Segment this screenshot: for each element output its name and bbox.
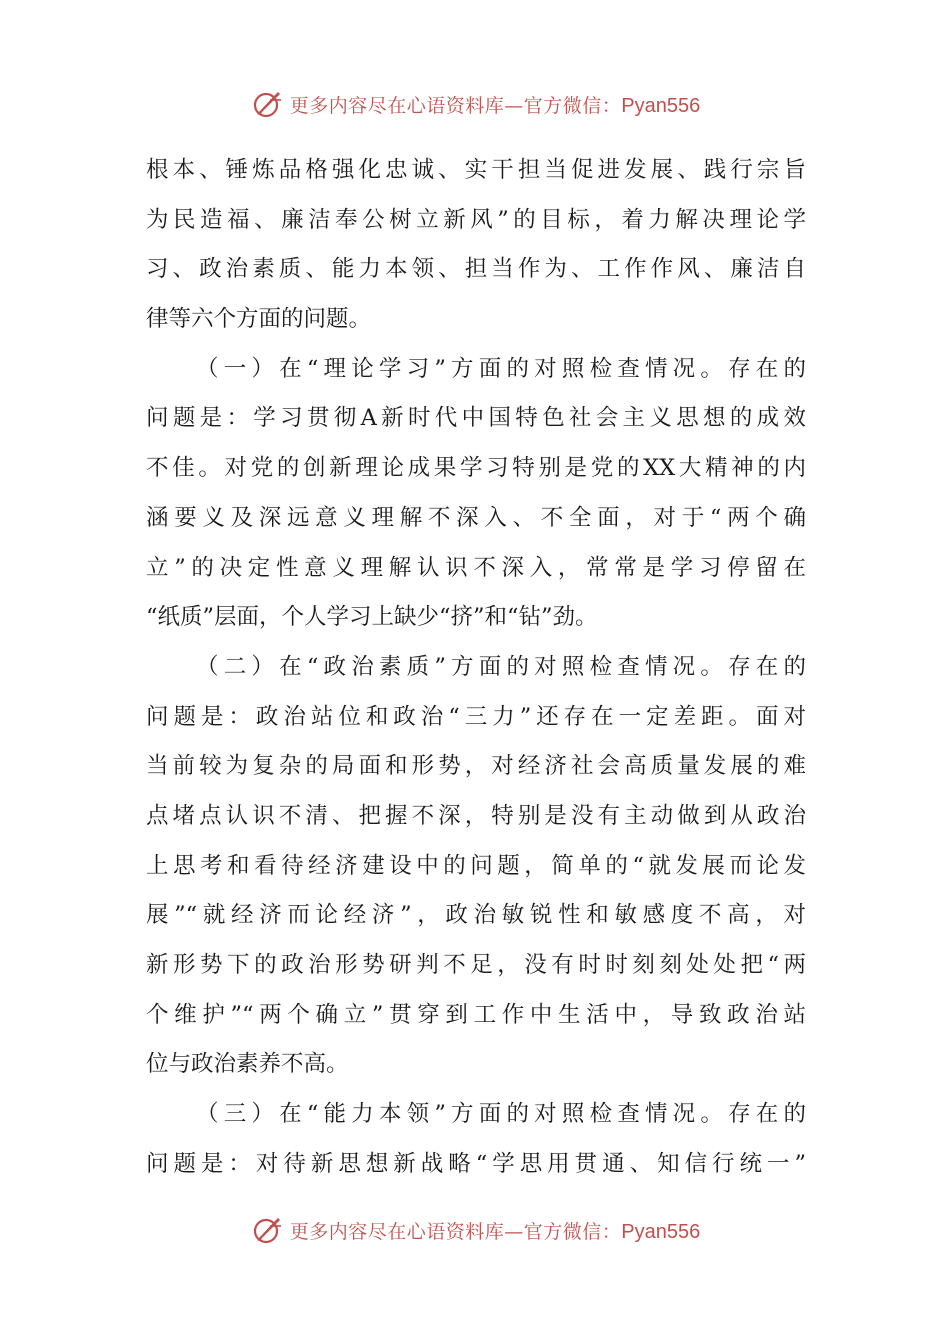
pen-logo-icon xyxy=(250,86,286,122)
header-banner xyxy=(0,84,950,124)
text-line: 问题是：学习贯彻A新时代中国特色社会主义思想的成效 xyxy=(146,405,806,432)
header-banner-label: 更多内容尽在心语资料库—官方微信： xyxy=(289,94,622,117)
document-body xyxy=(146,146,806,1189)
text-line: 展”“就经济而论经济”，政治敏锐性和敏感度不高，对 xyxy=(146,902,806,929)
text-line: 上思考和看待经济建设中的问题，简单的“就发展而论发 xyxy=(146,852,806,879)
header-banner-text xyxy=(290,91,700,118)
footer-banner xyxy=(0,1210,950,1250)
text-line: 习、政治素质、能力本领、担当作为、工作作风、廉洁自 xyxy=(146,256,806,283)
text-line: 个维护”“两个确立”贯穿到工作中生活中，导致政治站 xyxy=(146,1001,806,1028)
header-banner-inner xyxy=(250,86,700,122)
text-line: 新形势下的政治形势研判不足，没有时时刻刻处处把“两 xyxy=(146,952,806,978)
text-line: （一）在“理论学习”方面的对照检查情况。存在的 xyxy=(196,355,806,382)
text-line: 问题是：对待新思想新战略“学思用贯通、知信行统一” xyxy=(146,1150,806,1177)
text-line: 为民造福、廉洁奉公树立新风”的目标，着力解决理论学 xyxy=(146,206,806,233)
text-line: 当前较为复杂的局面和形势，对经济社会高质量发展的难 xyxy=(146,753,806,780)
footer-banner-label: 更多内容尽在心语资料库—官方微信： xyxy=(289,1220,622,1243)
text-line: 律等六个方面的问题。 xyxy=(146,306,372,333)
text-line: （二）在“政治素质”方面的对照检查情况。存在的 xyxy=(196,653,806,680)
text-line: 点堵点认识不清、把握不深，特别是没有主动做到从政治 xyxy=(146,802,806,829)
text-line: 不佳。对党的创新理论成果学习特别是党的XX大精神的内 xyxy=(146,455,806,482)
footer-banner-inner xyxy=(250,1212,700,1248)
text-line: “纸质”层面，个人学习上缺少“挤”和“钻”劲。 xyxy=(146,604,598,631)
text-line: 位与政治素养不高。 xyxy=(146,1051,349,1078)
text-line: 问题是：政治站位和政治“三力”还存在一定差距。面对 xyxy=(146,703,806,730)
footer-banner-id: Pyan556 xyxy=(621,1220,701,1243)
footer-banner-text xyxy=(290,1217,700,1244)
text-line: 根本、锤炼品格强化忠诚、实干担当促进发展、践行宗旨 xyxy=(146,157,806,183)
text-line: 涵要义及深远意义理解不深入、不全面，对于“两个确 xyxy=(146,504,806,531)
pen-logo-icon xyxy=(250,1212,286,1248)
header-banner-id: Pyan556 xyxy=(621,94,701,117)
text-line: （三）在“能力本领”方面的对照检查情况。存在的 xyxy=(196,1101,806,1128)
text-line: 立”的决定性意义理解认识不深入，常常是学习停留在 xyxy=(146,554,806,581)
